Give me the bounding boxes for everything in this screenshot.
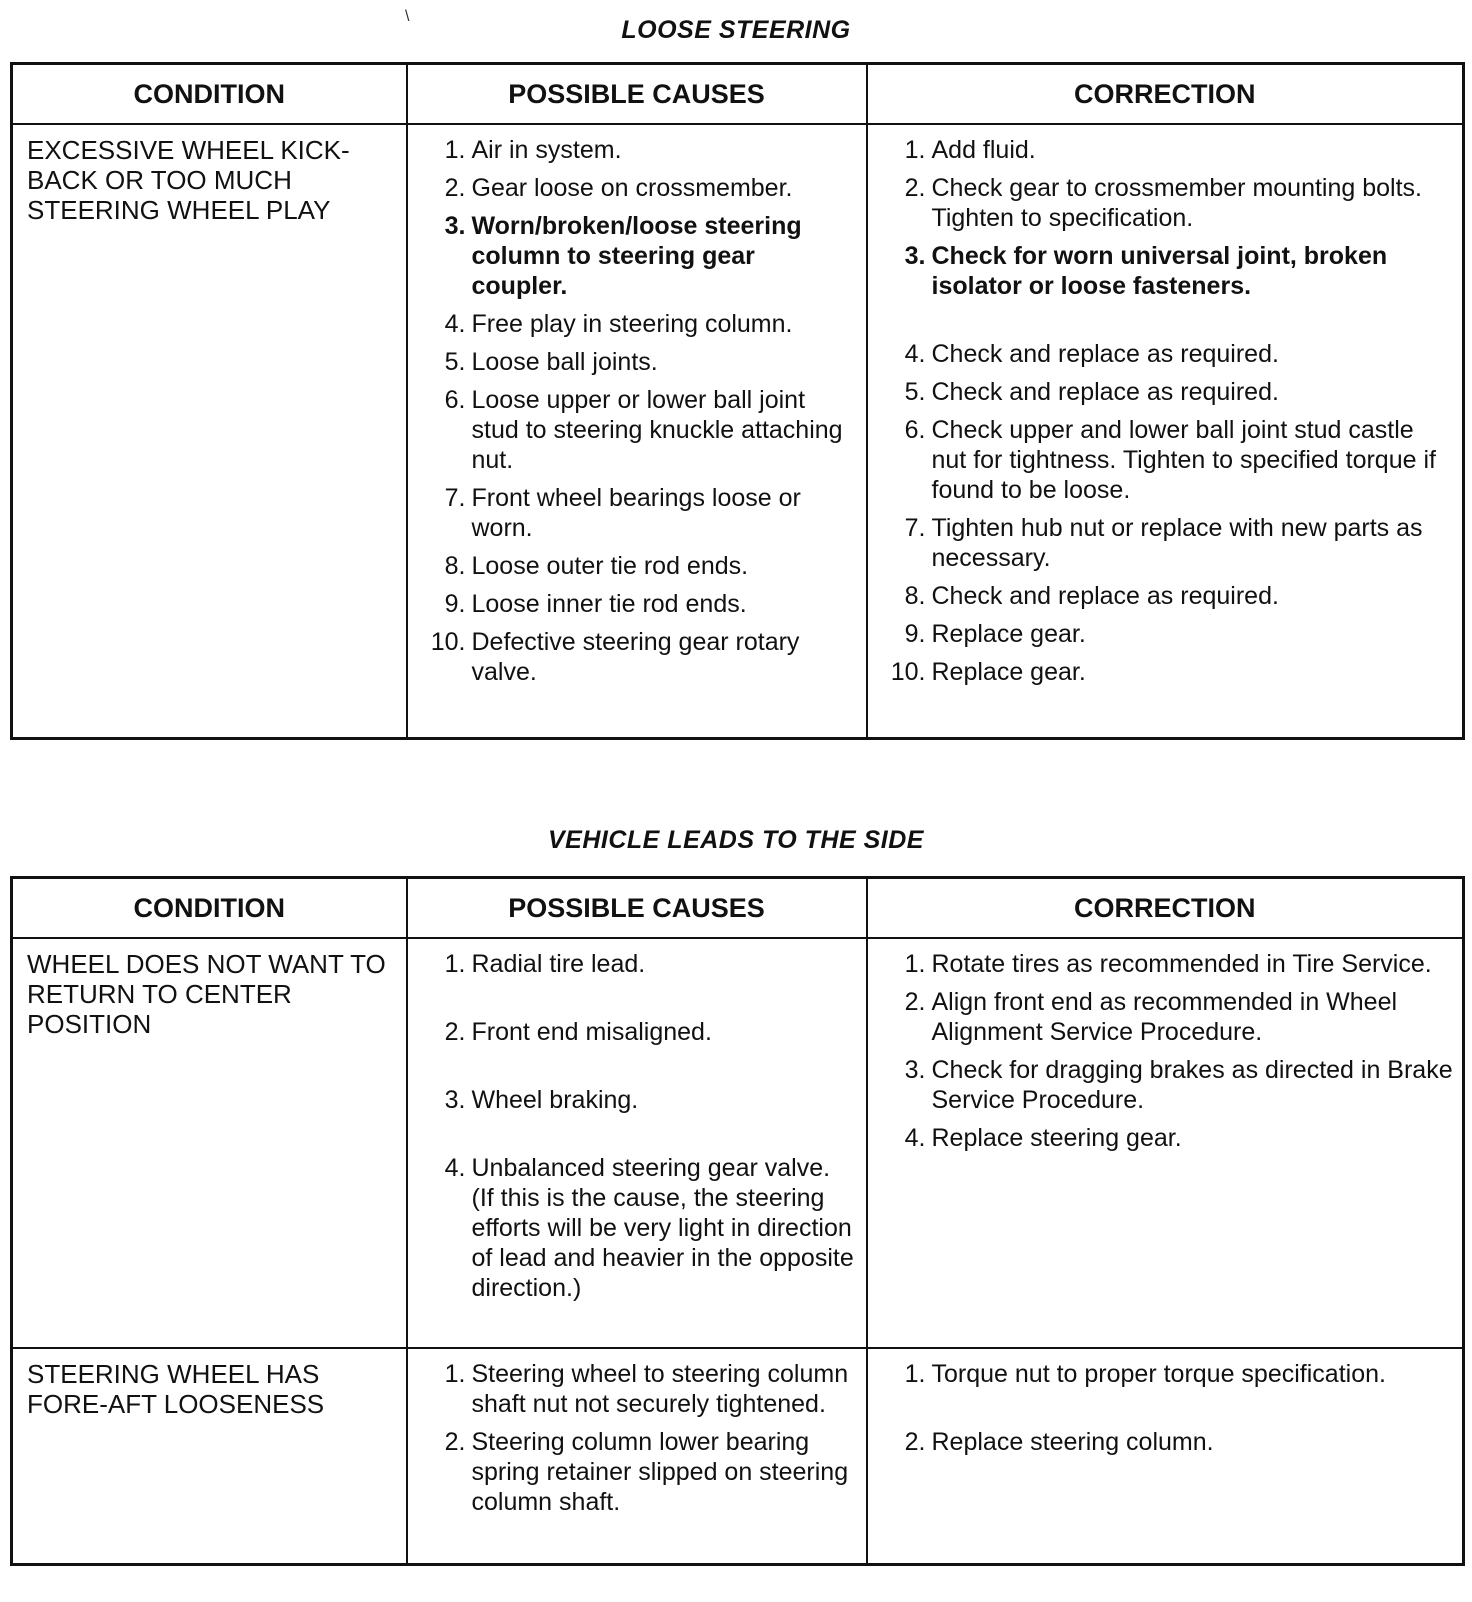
condition-cell: STEERING WHEEL HAS FORE-AFT LOOSENESS [12, 1348, 407, 1564]
corrections-cell [867, 1348, 1464, 1564]
list-item: 9. Replace gear. [904, 620, 1086, 648]
causes-cell [407, 938, 867, 1348]
section-title-loose-steering: LOOSE STEERING [621, 16, 851, 44]
header-condition: CONDITION [12, 64, 407, 125]
list-item: 4. Check and replace as required. [904, 340, 1279, 368]
list-item: 3. Wheel braking. [444, 1086, 639, 1114]
list-item: 1. Add fluid. [904, 136, 1036, 164]
list-item: 2. Replace steering column. [904, 1428, 1214, 1456]
header-correction: CORRECTION [867, 64, 1464, 125]
list-item: 3. Check for dragging brakes as directed in Brake Service Procedure. [904, 1056, 1453, 1114]
header-row [12, 878, 1464, 939]
list-item: 2. Steering column lower bearing spring retainer slipped on steering column shaft. [444, 1428, 849, 1516]
list-item: 1. Radial tire lead. [444, 950, 646, 978]
table-row [12, 124, 1464, 738]
list-item: 10. Replace gear. [890, 658, 1086, 686]
table-row [12, 1348, 1464, 1564]
list-item: 3. Worn/broken/loose steering column to steering gear coupler. [444, 212, 802, 300]
header-correction: CORRECTION [867, 878, 1464, 939]
causes-cell [407, 1348, 867, 1564]
list-item: 3. Check for worn universal joint, broken isolator or loose fasteners. [904, 242, 1388, 300]
list-item: 9. Loose inner tie rod ends. [444, 590, 747, 618]
list-item: 6. Check upper and lower ball joint stud castle nut for tightness. Tighten to specified torque if found to be loose. [904, 416, 1436, 504]
list-item: 5. Check and replace as required. [904, 378, 1279, 406]
header-row [12, 64, 1464, 125]
scan-mark: \ [405, 8, 410, 25]
header-possible-causes: POSSIBLE CAUSES [407, 878, 867, 939]
list-item: 4. Unbalanced steering gear valve. (If this is the cause, the steering efforts will be very light in direction of lead and heavier in the opposite direction.) [444, 1154, 854, 1302]
header-condition: CONDITION [12, 878, 407, 939]
list-item: 5. Loose ball joints. [444, 348, 658, 376]
section-title-vehicle-leads: VEHICLE LEADS TO THE SIDE [548, 826, 924, 854]
list-item: 8. Loose outer tie rod ends. [444, 552, 749, 580]
list-item: 8. Check and replace as required. [904, 582, 1279, 610]
list-item: 1. Rotate tires as recommended in Tire Service. [904, 950, 1432, 978]
vehicle-leads-table [10, 876, 1465, 1566]
list-item: 1. Steering wheel to steering column shaft nut not securely tightened. [444, 1360, 849, 1418]
table-row [12, 938, 1464, 1348]
list-item: 7. Tighten hub nut or replace with new parts as necessary. [904, 514, 1423, 572]
list-item: 2. Front end misaligned. [444, 1018, 712, 1046]
corrections-cell [867, 938, 1464, 1348]
list-item: 7. Front wheel bearings loose or worn. [444, 484, 801, 542]
condition-cell: EXCESSIVE WHEEL KICK-BACK OR TOO MUCH STEERING WHEEL PLAY [12, 124, 407, 738]
list-item: 10. Defective steering gear rotary valve. [430, 628, 800, 686]
list-item: 1. Torque nut to proper torque specification. [904, 1360, 1386, 1388]
header-possible-causes: POSSIBLE CAUSES [407, 64, 867, 125]
list-item: 2. Align front end as recommended in Wheel Alignment Service Procedure. [904, 988, 1398, 1046]
list-item: 4. Free play in steering column. [444, 310, 793, 338]
corrections-cell [867, 124, 1464, 738]
list-item: 6. Loose upper or lower ball joint stud to steering knuckle attaching nut. [444, 386, 843, 474]
list-item: 2. Check gear to crossmember mounting bolts. Tighten to specification. [904, 174, 1422, 232]
condition-cell: WHEEL DOES NOT WANT TO RETURN TO CENTER POSITION [12, 938, 407, 1348]
list-item: 4. Replace steering gear. [904, 1124, 1182, 1152]
list-item: 2. Gear loose on crossmember. [444, 174, 793, 202]
loose-steering-table [10, 62, 1465, 740]
list-item: 1. Air in system. [444, 136, 622, 164]
causes-cell [407, 124, 867, 738]
